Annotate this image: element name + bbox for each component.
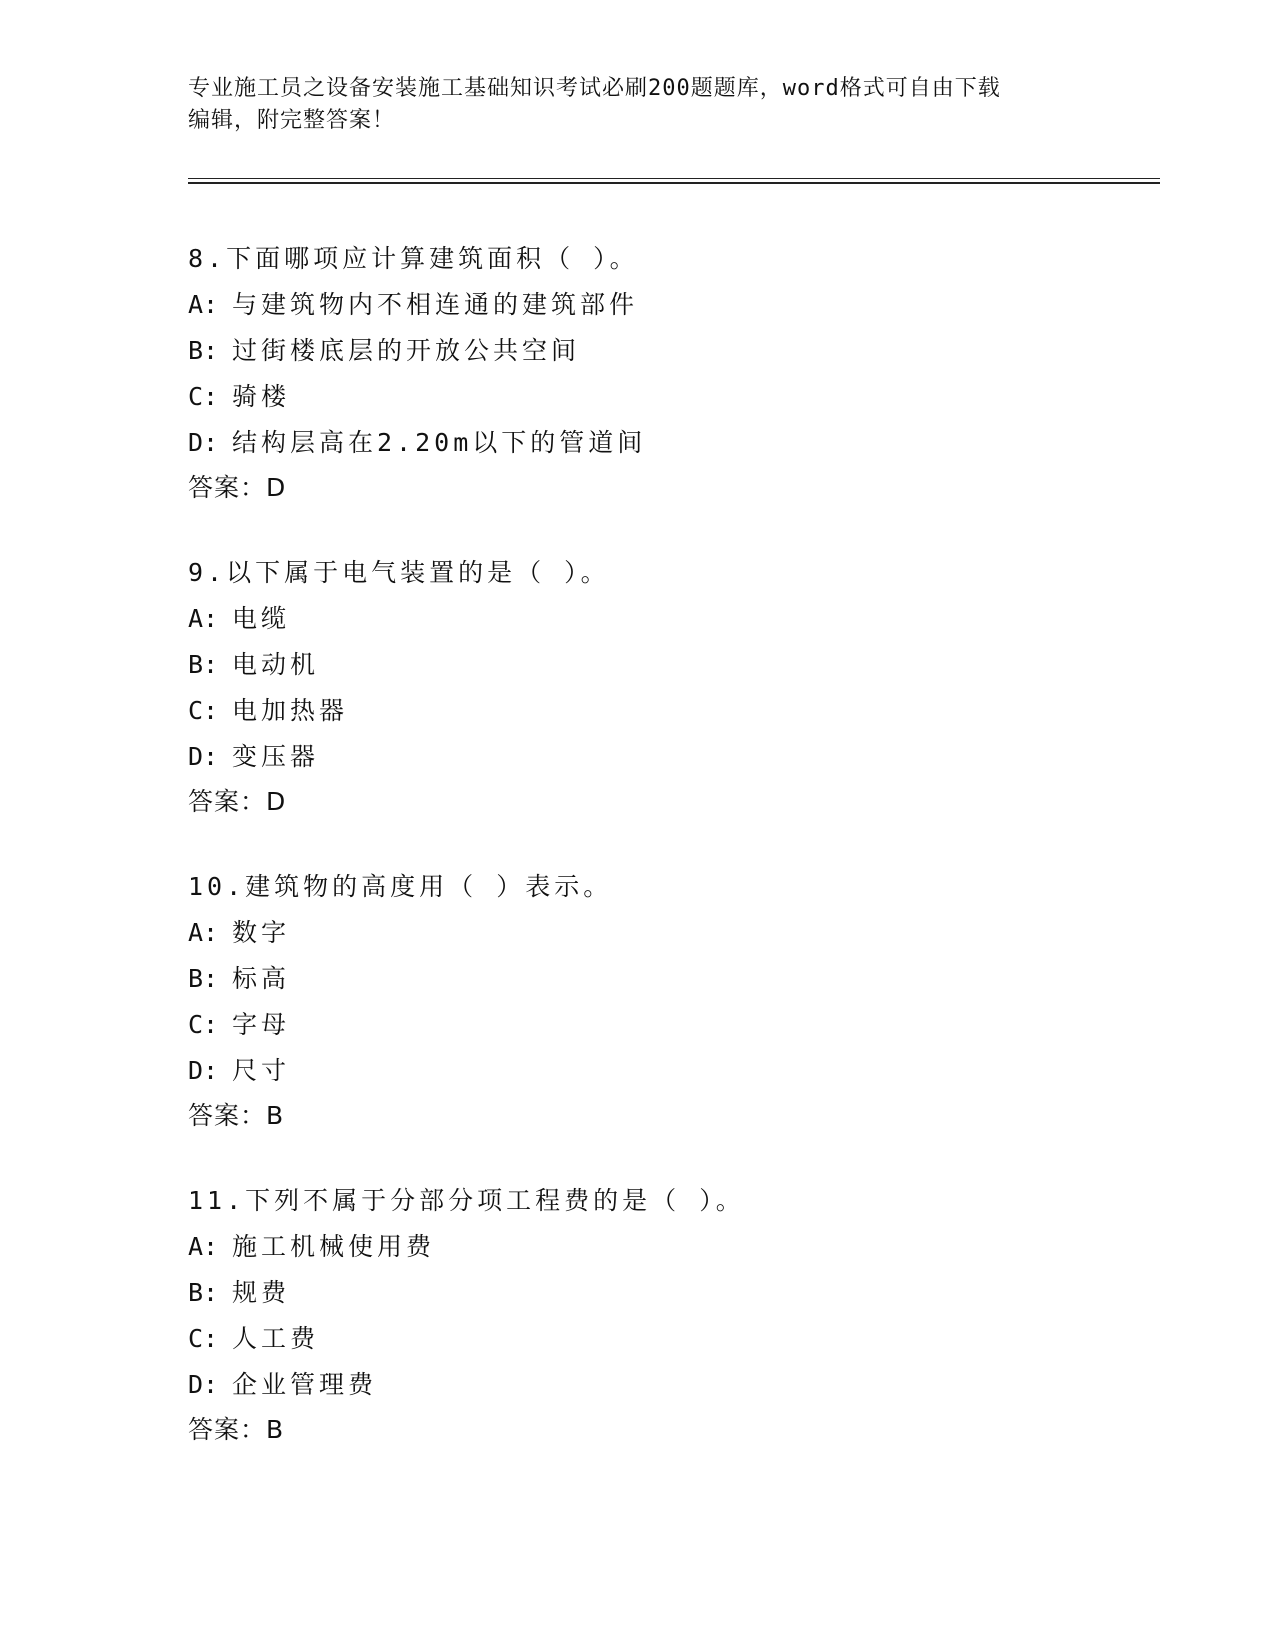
option-text: 施工机械使用费 [232,1232,436,1261]
option-text: 与建筑物内不相连通的建筑部件 [232,290,639,319]
question-10 [188,864,1148,1138]
option-text: 电加热器 [232,696,349,725]
document-header [188,73,1068,137]
option-text: 规费 [232,1278,291,1307]
option-letter: A: [188,918,219,947]
option-letter: C: [188,1010,219,1039]
option-b [188,1270,1148,1316]
answer-line: 答案：B [188,1415,285,1444]
option-a [188,1224,1148,1270]
option-text: 骑楼 [232,382,291,411]
option-letter: A: [188,1232,219,1261]
option-b [188,956,1148,1002]
option-c [188,1002,1148,1048]
option-d [188,1048,1148,1094]
header-divider-thick [188,182,1160,184]
option-text: 电缆 [232,604,291,633]
answer-line: 答案：D [188,473,287,502]
option-letter: B: [188,1278,219,1307]
option-b [188,642,1148,688]
option-letter: B: [188,964,219,993]
option-text: 电动机 [232,650,320,679]
option-a [188,910,1148,956]
option-a [188,596,1148,642]
option-text: 人工费 [232,1324,320,1353]
answer-line: 答案：B [188,1101,285,1130]
option-letter: C: [188,696,219,725]
option-letter: D: [188,742,219,771]
option-text: 过街楼底层的开放公共空间 [232,336,581,365]
option-letter: B: [188,650,219,679]
option-letter: D: [188,1056,219,1085]
option-text: 数字 [232,918,291,947]
option-letter: B: [188,336,219,365]
option-a [188,282,1148,328]
option-text: 字母 [232,1010,291,1039]
option-c [188,688,1148,734]
option-text: 尺寸 [232,1056,291,1085]
header-divider-thin [188,178,1160,179]
option-c [188,1316,1148,1362]
option-d [188,420,1148,466]
option-letter: A: [188,290,219,319]
option-letter: A: [188,604,219,633]
question-stem: 10.建筑物的高度用（ ）表示。 [188,872,613,901]
option-text: 结构层高在2.20m以下的管道间 [232,428,647,457]
question-stem: 9.以下属于电气装置的是（ ）。 [188,558,610,587]
option-letter: C: [188,382,219,411]
question-stem: 11.下列不属于分部分项工程费的是（ ）。 [188,1186,745,1215]
option-d [188,1362,1148,1408]
option-d [188,734,1148,780]
option-letter: D: [188,1370,219,1399]
option-text: 变压器 [232,742,320,771]
answer-line: 答案：D [188,787,287,816]
header-line-2: 编辑，附完整答案！ [188,108,396,133]
option-text: 企业管理费 [232,1370,378,1399]
option-letter: C: [188,1324,219,1353]
option-c [188,374,1148,420]
question-8 [188,236,1148,510]
question-list [188,236,1148,1492]
option-b [188,328,1148,374]
option-letter: D: [188,428,219,457]
header-line-1: 专业施工员之设备安装施工基础知识考试必刷200题题库，word格式可自由下载 [188,76,1001,101]
question-9 [188,550,1148,824]
option-text: 标高 [232,964,291,993]
question-11 [188,1178,1148,1452]
question-stem: 8.下面哪项应计算建筑面积（ ）。 [188,244,639,273]
